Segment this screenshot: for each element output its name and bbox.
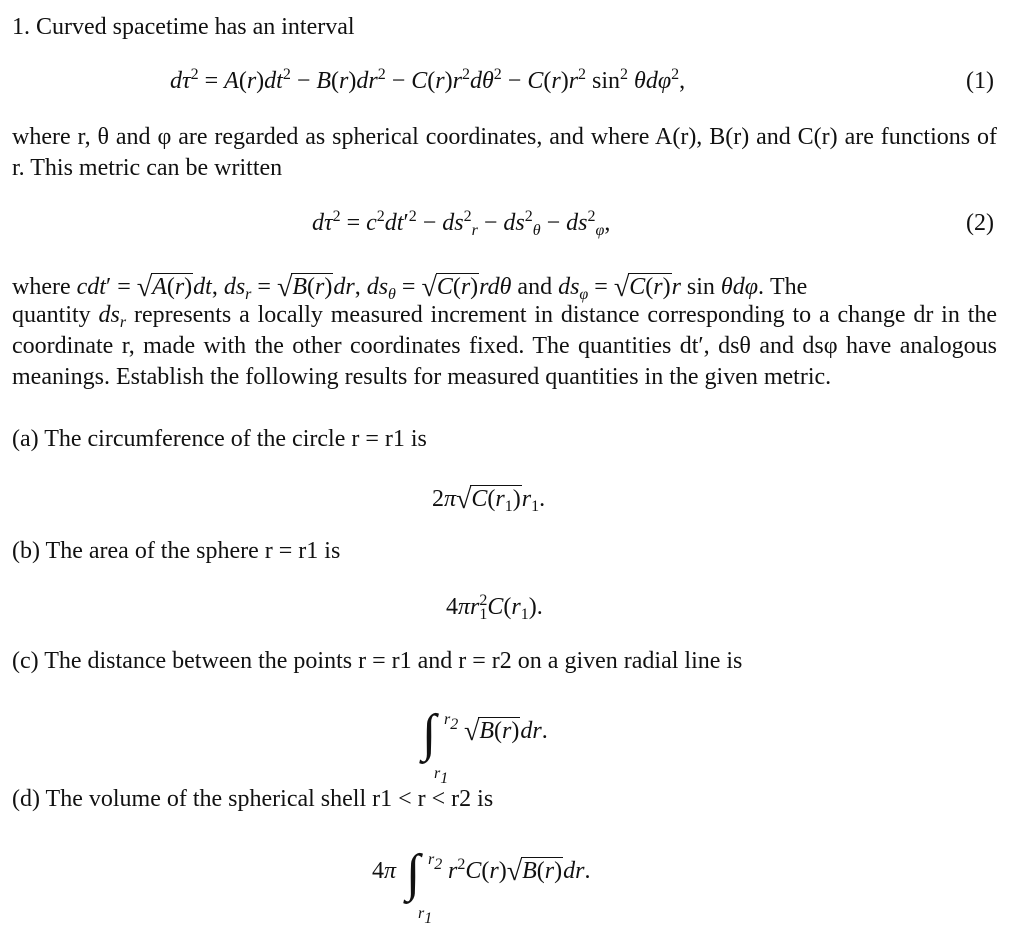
part-b-formula: $4\pi r^2_1C(r_1)$.: [446, 592, 543, 623]
paragraph-2-first-line: where cdt′ = √A(r)dt, $ds_r = √B(r)dr$, $ds_\theta = √C(r)rd\theta$ and $ds_\varphi = √C(r)r$ sin θdφ. The: [12, 272, 808, 303]
paragraph-2-text: represents a locally measured increment in distance corresponding to a change dr in the coordinate r, made with the other coordinates fixed. The quantities dt′, dsθ and dsφ have analogous meanings. Establish the following results for measured quantities in the given metric.: [12, 302, 998, 391]
problem-title: 1. Curved spacetime has an interval: [12, 14, 355, 40]
equation-2-number: (2): [966, 210, 994, 236]
part-c-formula: ∫ $r_2$ $r_1$ √B(r)dr.: [422, 705, 548, 787]
part-b-text: (b) The area of the sphere r = r1 is: [12, 538, 341, 564]
part-d-formula: 4π ∫ $r_2$ $r_1$ $r^2C(r)√B(r)dr$.: [372, 845, 591, 927]
equation-2: $d\tau^2 = c^2dt'^2 - ds^2_r - ds^2_\theta - ds^2_\varphi$,: [312, 208, 611, 239]
part-c-text: (c) The distance between the points r = r1 and r = r2 on a given radial line is: [12, 648, 743, 674]
paragraph-2: quantity $ds_r$ represents a locally measured increment in distance corresponding to a change dr in the coordinate r, made with the other coordinates fixed. The quantities dt′, dsθ and dsφ have analogous meanings. Establish the following results for measured quantities in the given metric.: [12, 302, 998, 391]
part-a-text: (a) The circumference of the circle r = r1 is: [12, 426, 427, 452]
equation-1: $d\tau^2 = A(r)dt^2 - B(r)dr^2 - C(r)r^2d\theta^2 - C(r)r^2$ $\sin^2 \theta d\varphi^2$,: [170, 66, 686, 94]
paragraph-1: where r, θ and φ are regarded as spherical coordinates, and where A(r), B(r) and C(r) are functions of r. This metric can be written: [12, 124, 997, 182]
equation-1-number: (1): [966, 68, 994, 94]
part-d-text: (d) The volume of the spherical shell r1 < r < r2 is: [12, 786, 494, 812]
part-a-formula: $2\pi√C(r_1)r_1$.: [432, 484, 546, 515]
